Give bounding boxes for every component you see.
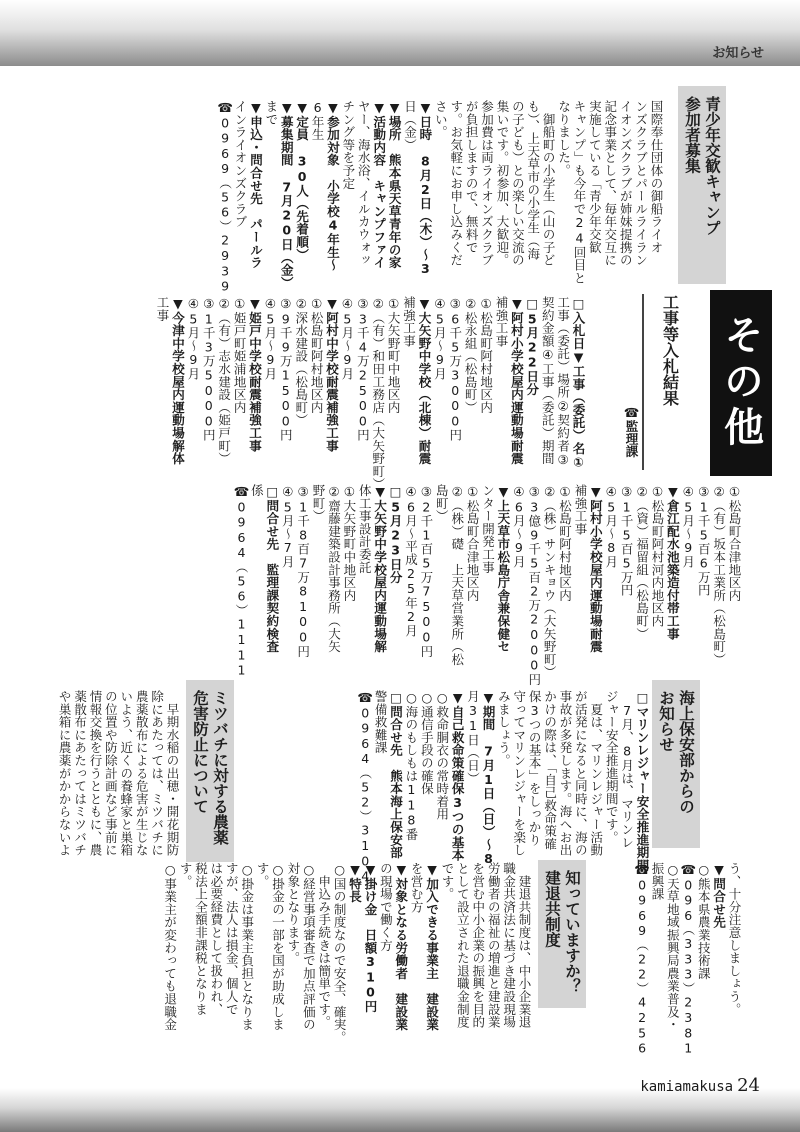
- text-line: ④5月～9月: [339, 296, 355, 381]
- bid-results-body-2: [234, 484, 742, 686]
- text-line: 7月、8月は、マリンレ: [619, 690, 635, 849]
- text-line: ▼阿村中学校耐震補強工事: [324, 296, 340, 453]
- text-line: 月31日（日）: [465, 690, 481, 785]
- title-line: お知らせ: [657, 690, 675, 752]
- text-line: ④6月～平成25年2月: [403, 484, 419, 638]
- text-line: ②（有）志水建設（姫戸町）: [216, 296, 232, 465]
- text-line: ④6月～9月: [511, 484, 527, 569]
- text-line: 記念事業として、毎年交互に: [602, 100, 618, 267]
- text-line: 除にあたっては、ミツバチに: [149, 690, 165, 857]
- text-line: ②（株）礎 上天草営業所（松: [449, 484, 465, 666]
- text-line: ▼特長: [347, 862, 363, 903]
- text-line: 対象となります。: [285, 862, 301, 965]
- text-line: なりました。: [556, 100, 572, 177]
- text-line: ①大矢野町中地区内: [341, 484, 357, 602]
- text-line: ▼問合せ先: [711, 862, 727, 929]
- text-line: 守ってマリンレジャーを楽し: [511, 690, 527, 857]
- text-line: 工事: [155, 296, 171, 322]
- text-line: ○天草地域振興局農業普及・: [665, 862, 681, 1031]
- text-line: ①松島町阿村河内地区内: [649, 484, 665, 628]
- text-line: や巣箱に農薬がかからないよ: [57, 690, 73, 857]
- text-line: ▼上天草市松島庁舎兼保健セ: [495, 484, 511, 653]
- text-line: 労働者の福祉の増進と建設業: [486, 862, 502, 1029]
- text-line: ヤー、海水浴、イルカウォッ: [356, 100, 372, 267]
- title-line: 海上保安部からの: [677, 690, 695, 814]
- text-line: 補強工事: [493, 296, 509, 348]
- text-line: ③1千3万5000円: [201, 296, 217, 442]
- text-line: 振興課: [649, 862, 665, 901]
- header-band: [0, 0, 800, 66]
- text-line: ③1千8百7万8100円: [295, 484, 311, 658]
- other-section-banner: その他: [710, 290, 772, 476]
- text-line: ▼今津中学校屋内運動場解体: [170, 296, 186, 465]
- text-line: ▼掛け金 日額310円: [362, 862, 378, 1013]
- text-line: ①姫戸町姫浦地区内: [232, 296, 248, 414]
- text-line: ▼阿村小学校屋内運動場耐震: [509, 296, 525, 465]
- text-line: ○掛金の一部を国が助成しま: [270, 862, 286, 1031]
- text-line: 保3つの基本」をしっかり: [527, 690, 543, 847]
- text-line: ④5月～8月: [603, 484, 619, 569]
- text-line: ンズクラブとパールライラン: [633, 100, 649, 267]
- text-line: ▼対象となる労働者 建設業: [393, 862, 409, 1031]
- coast-guard-body: [357, 690, 650, 884]
- text-line: 御船町の小学生（山の子ど: [541, 100, 557, 267]
- text-line: 日（金）: [402, 100, 418, 152]
- retirement-title: [538, 860, 586, 1008]
- text-line: ○経営事項審査で加点評価の: [301, 862, 317, 1031]
- text-line: 警備救難課: [373, 690, 389, 754]
- text-line: ▼活動内容 キャンプファイ: [371, 100, 387, 269]
- text-line: ▼大矢野中学校屋内運動場解: [372, 484, 388, 653]
- text-line: ①大矢野町中地区内: [386, 296, 402, 414]
- page-number: 24: [737, 1075, 760, 1096]
- text-line: です。: [439, 862, 455, 901]
- text-line: の現場で働く方: [378, 862, 394, 952]
- text-line: ▼定員 30人（先着順）: [294, 100, 310, 262]
- text-line: インライオンズクラブ: [233, 100, 249, 228]
- text-line: 国際奉仕団体の御船ライオ: [649, 100, 664, 254]
- text-line: 野町）: [311, 484, 327, 523]
- text-line: 情報交換を行うとともに、農: [87, 690, 103, 857]
- text-line: ③1千5百6万円: [696, 484, 712, 597]
- text-line: ▼阿村小学校屋内運動場耐震: [588, 484, 604, 653]
- text-line: ①松島町合津地区内: [465, 484, 481, 602]
- text-line: う、十分注意しましょう。: [727, 862, 742, 1016]
- text-line: ☎0969（22）4256: [634, 862, 650, 1056]
- text-line: ☎0969（56）2939: [217, 100, 233, 294]
- text-line: ③3千4万2500円: [355, 296, 371, 442]
- title-line: 危害防止について: [191, 690, 209, 814]
- text-line: 契約金額④工事（委託）期間: [540, 296, 556, 465]
- text-line: □問合せ先 熊本海上保安部: [388, 690, 404, 859]
- text-line: 参加費は両ライオンズクラブ: [479, 100, 495, 267]
- text-line: □5月22日分: [524, 296, 540, 396]
- bid-results-title: 工事等入札結果: [642, 294, 702, 470]
- text-line: ☎0964（52）3104: [357, 690, 373, 884]
- text-line: ②（株）サンキョウ（大矢野町）: [542, 484, 558, 679]
- text-line: □マリンレジャー安全推進期間: [635, 690, 650, 872]
- text-line: す。: [178, 862, 194, 888]
- title-line: 建退共制度: [543, 870, 561, 948]
- text-line: ①松島町阿村地区内: [309, 296, 325, 414]
- text-line: ○掛金は事業主負担となりま: [239, 862, 255, 1031]
- text-line: 補強工事: [401, 296, 417, 348]
- text-line: 早期水稲の出穂・開花期防: [165, 690, 180, 857]
- text-line: 係: [249, 484, 265, 497]
- text-line: 補強工事: [572, 484, 588, 536]
- text-line: ③3億9千5百2万2000円: [526, 484, 542, 686]
- text-line: ○海のもしもは118番: [403, 690, 419, 841]
- text-line: 実施している「青少年交歓: [587, 100, 603, 254]
- text-line: キャンプ」も今年で24回目と: [571, 100, 587, 285]
- text-line: ☎096（333）2381: [680, 862, 696, 1056]
- text-line: の位置や防除計画など事前に: [103, 690, 119, 857]
- text-line: 集いです。初参加、大歓迎。: [494, 100, 510, 267]
- text-line: が負担しますので、無料で: [464, 100, 480, 254]
- text-line: すが、法人は損金、個人で: [224, 862, 240, 1016]
- text-line: ②（有）和田工務店（大矢野町）: [370, 296, 386, 491]
- text-line: 職金共済法に基づき建設現場: [501, 862, 517, 1029]
- text-line: が活発になると同時に、海の: [573, 690, 589, 857]
- text-line: ○救命胴衣の常時着用: [434, 690, 450, 821]
- bee-notice-body: [57, 690, 180, 880]
- text-line: 事故が多発します。海へお出: [557, 690, 573, 857]
- text-line: 農薬散布による危害が生じな: [134, 690, 150, 857]
- text-line: の子ども）との楽しい交流の: [510, 100, 526, 267]
- text-line: ▼期間 7月1日（日）～8: [480, 690, 496, 867]
- text-line: ①松島町阿村地区内: [557, 484, 573, 602]
- text-line: は必要経費として扱われ、: [208, 862, 224, 1016]
- footer: [640, 1075, 760, 1096]
- text-line: ○国の制度なので安全、確実。: [332, 862, 348, 1044]
- text-line: □入札日▼工事（委託）名①: [571, 296, 586, 470]
- text-line: 体工事設計委託: [357, 484, 373, 574]
- text-line: ▼日時 8月2日（木）～3: [417, 100, 433, 277]
- text-line: まで: [263, 100, 279, 126]
- text-line: かけの際は、「自己救命策確: [542, 690, 558, 851]
- youth-camp-title: [678, 86, 726, 284]
- text-line: 建退共制度は、中小企業退: [517, 862, 532, 1029]
- text-line: ▼自己救命策確保3つの基本: [450, 690, 466, 862]
- text-line: イオンズクラブが姉妹提携の: [618, 100, 634, 267]
- agriculture-contact: [634, 862, 742, 1056]
- text-line: ①松島町阿村地区内: [478, 296, 494, 414]
- text-line: ②松永組（松島町）: [463, 296, 479, 414]
- title-line: 知っていますか？: [563, 870, 581, 994]
- text-line: ☎0964（56）1111: [234, 484, 249, 678]
- text-line: ▼加入できる事業主 建設業: [424, 862, 440, 1031]
- text-line: ○熊本県農業技術課: [696, 862, 712, 980]
- text-line: ①松島町合津地区内: [727, 484, 742, 602]
- title-line: ミツバチに対する農薬: [211, 690, 229, 845]
- text-line: ▼場所 熊本県天草青年の家: [387, 100, 403, 269]
- text-line: □問合せ先 監理課契約検査: [264, 484, 280, 653]
- text-line: 夏は、マリンレジャー活動: [588, 690, 604, 857]
- section-label: お知らせ: [712, 46, 764, 61]
- title-line: 参加者募集: [683, 96, 701, 174]
- text-line: ②深水建設（松島町）: [293, 296, 309, 427]
- text-line: ▼大矢野中学校（北棟）耐震: [416, 296, 432, 465]
- text-line: を営む方: [409, 862, 425, 914]
- text-line: ▼姫戸中学校耐震補強工事: [247, 296, 263, 453]
- text-line: ▼申込・問合せ先 パールラ: [248, 100, 264, 269]
- text-line: いよう、近くの養蜂家と巣箱: [118, 690, 134, 857]
- text-line: 申込み手続きは簡単です。: [316, 862, 332, 1029]
- text-line: チング等を予定: [340, 100, 356, 190]
- coast-guard-title: [652, 680, 700, 848]
- text-line: も）、上天草市の小学生（海: [525, 100, 541, 261]
- dept-contact: ☎監理課: [624, 405, 639, 458]
- text-line: ▼募集期間 7月20日（金）: [279, 100, 295, 290]
- text-line: ○事業主が変わっても退職金: [162, 862, 178, 1031]
- text-line: ③1千5百5万円: [619, 484, 635, 597]
- text-line: 工事（委託）場所②契約者③: [555, 296, 571, 468]
- text-line: ④5月～9月: [185, 296, 201, 381]
- text-line: ④5月～9月: [680, 484, 696, 569]
- text-line: ③2千1百5万7500円: [418, 484, 434, 658]
- text-line: ▼倉江配水池築造付帯工事: [665, 484, 681, 641]
- text-line: ②（資）福留組（松島町）: [634, 484, 650, 641]
- text-line: ②（有）坂本工業所（松島町）: [711, 484, 727, 666]
- title-line: 青少年交歓キャンプ: [703, 96, 721, 236]
- text-line: 6年生: [310, 100, 326, 141]
- text-line: さい。: [433, 100, 449, 139]
- text-line: ンター開発工事: [480, 484, 496, 574]
- bid-results-body-1: [155, 296, 586, 491]
- text-line: みましょう。: [496, 690, 512, 767]
- text-line: ④5月～9月: [262, 296, 278, 381]
- text-line: ④5月～9月: [432, 296, 448, 381]
- text-line: ③6千5万3000円: [447, 296, 463, 442]
- text-line: 薬散布にあたってはミツバチ: [72, 690, 88, 857]
- text-line: ④5月～7月: [280, 484, 296, 569]
- text-line: す。: [255, 862, 271, 888]
- youth-camp-body: [217, 100, 664, 294]
- text-line: ③9千9万1500円: [278, 296, 294, 442]
- text-line: ②齋藤建築設計事務所（大矢: [326, 484, 342, 653]
- text-line: ▼参加対象 小学校4年生～: [325, 100, 341, 272]
- text-line: す。お気軽にお申し込みくだ: [448, 100, 464, 267]
- text-line: □5月23日分: [388, 484, 404, 584]
- text-line: を営む中小企業の振興を目的: [470, 862, 486, 1029]
- text-line: 島町）: [434, 484, 450, 523]
- text-line: ジャー安全推進期間です。: [604, 690, 620, 844]
- text-line: として設立された退職金制度: [455, 862, 471, 1029]
- text-line: 税法上全額非課税となりま: [193, 862, 209, 1016]
- retirement-body: [162, 862, 532, 1050]
- text-line: ○通信手段の確保: [419, 690, 435, 795]
- bee-notice-title: [186, 680, 234, 862]
- footer-brand: kamiamakusa: [640, 1079, 734, 1095]
